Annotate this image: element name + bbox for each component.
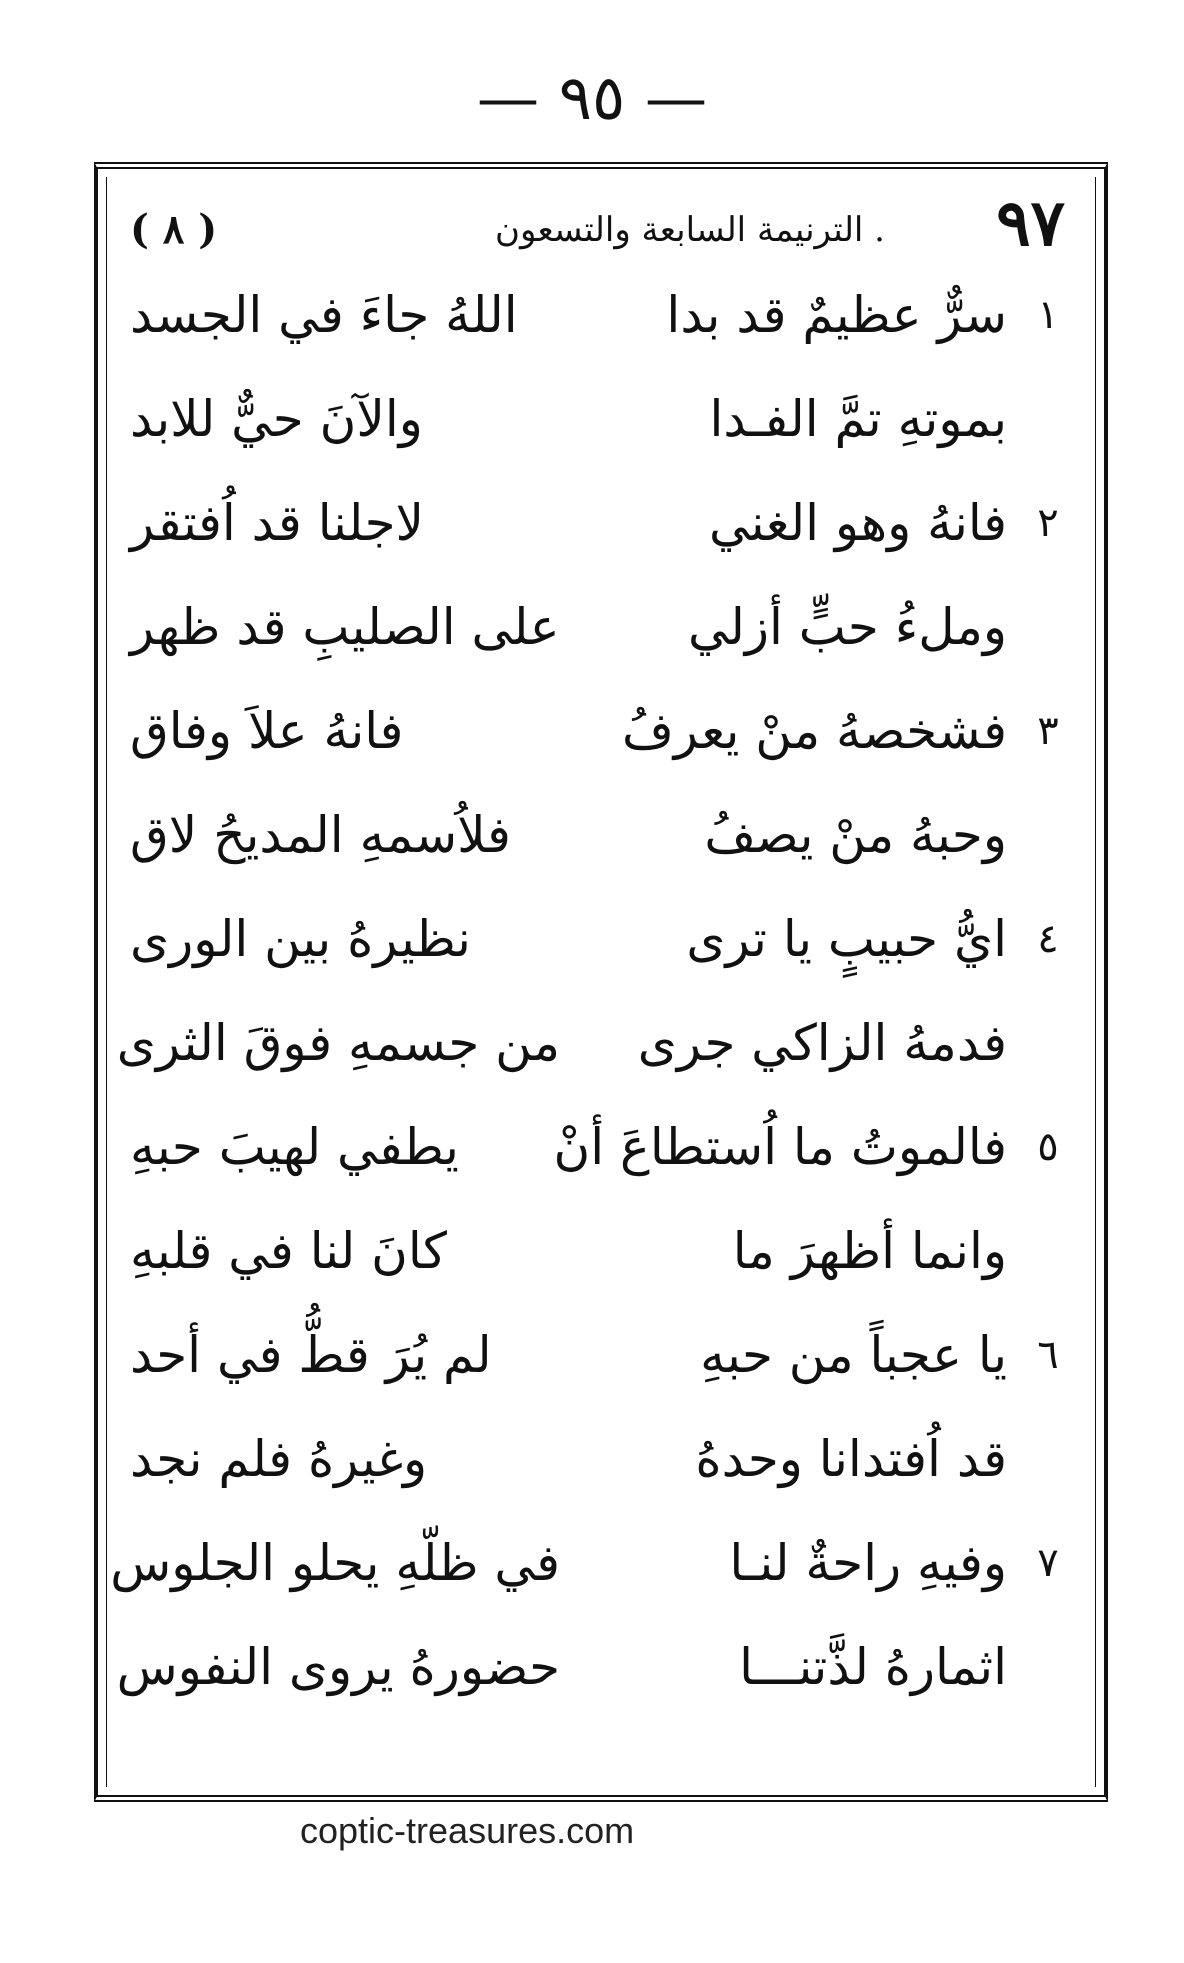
verse-number: ٧ xyxy=(1037,1540,1059,1586)
verse-first-hemistich: فانهُ وهو الغني xyxy=(709,494,1007,552)
verse-line xyxy=(130,580,1065,684)
verse-first-hemistich: وحبهُ منْ يصفُ xyxy=(704,806,1007,864)
verse-number: ٦ xyxy=(1037,1332,1059,1378)
page-number: — ٩٥ — xyxy=(476,61,708,134)
verse-second-hemistich: وغيرهُ فلم نجد xyxy=(130,1430,428,1488)
verse-second-hemistich: لاجلنا قد اُفتقر xyxy=(130,494,424,552)
verse-line xyxy=(130,1308,1065,1412)
verse-second-hemistich: كانَ لنا في قلبهِ xyxy=(130,1222,447,1280)
verse-first-hemistich: قد اُفتدانا وحدهُ xyxy=(695,1430,1007,1488)
verse-second-hemistich: على الصليبِ قد ظهر xyxy=(130,598,560,656)
verse-number: ١ xyxy=(1037,292,1059,338)
verse-first-hemistich: اثمارهُ لذَّتنـــا xyxy=(739,1638,1007,1696)
verse-first-hemistich: ايُّ حبيبٍ يا ترى xyxy=(686,910,1007,968)
verse-first-hemistich: فالموتُ ما اُستطاعَ أنْ xyxy=(553,1118,1007,1176)
verse-second-hemistich: اللهُ جاءَ في الجسد xyxy=(130,286,518,344)
verse-second-hemistich: من جسمهِ فوقَ الثرى xyxy=(116,1014,560,1072)
hymn-header xyxy=(130,186,1065,270)
verse-number: ٤ xyxy=(1037,916,1059,962)
verse-line xyxy=(116,1620,1065,1724)
verse-line xyxy=(130,892,1065,996)
verse-second-hemistich: لم يُرَ قطُّ في أحد xyxy=(130,1326,492,1384)
verse-first-hemistich: فشخصهُ منْ يعرفُ xyxy=(621,702,1007,760)
verse-second-hemistich: نظيرهُ بين الورى xyxy=(130,910,471,968)
verse-first-hemistich: بموتهِ تمَّ الفـدا xyxy=(709,390,1007,448)
hymn-title: . الترنيمة السابعة والتسعون xyxy=(494,210,885,250)
verse-second-hemistich: فلاُسمهِ المديحُ لاق xyxy=(130,806,511,864)
verse-number: ٣ xyxy=(1037,708,1059,754)
verse-first-hemistich: وفيهِ راحةٌ لنـا xyxy=(729,1534,1007,1592)
verse-line xyxy=(130,1412,1065,1516)
verse-line xyxy=(130,788,1065,892)
verse-first-hemistich: فدمهُ الزاكي جرى xyxy=(637,1014,1007,1072)
verse-line xyxy=(130,268,1065,372)
verse-first-hemistich: وملءُ حبٍّ أزلي xyxy=(687,598,1007,656)
verse-line xyxy=(130,476,1065,580)
verse-first-hemistich: يا عجباً من حبهِ xyxy=(700,1326,1007,1384)
verse-first-hemistich: وانما أظهرَ ما xyxy=(732,1222,1007,1280)
verses xyxy=(110,268,1065,1724)
source-watermark: coptic-treasures.com xyxy=(300,1810,635,1851)
verse-line xyxy=(130,1100,1065,1204)
verse-line xyxy=(110,1516,1065,1620)
verse-number: ٥ xyxy=(1037,1124,1059,1170)
verse-number: ٢ xyxy=(1037,500,1059,546)
verse-line xyxy=(130,372,1065,476)
tune-number: ( ٨ ) xyxy=(130,206,218,253)
hymn-number: ٩٧ xyxy=(996,186,1065,261)
verse-line xyxy=(130,1204,1065,1308)
verse-second-hemistich: حضورهُ يروى النفوس xyxy=(116,1638,560,1696)
verse-line xyxy=(130,684,1065,788)
verse-second-hemistich: والآنَ حيٌّ للابد xyxy=(130,390,423,448)
verse-second-hemistich: فانهُ علاَ وفاق xyxy=(130,702,404,760)
verse-second-hemistich: يطفي لهيبَ حبهِ xyxy=(130,1118,459,1176)
verse-line xyxy=(116,996,1065,1100)
verse-second-hemistich: في ظلّهِ يحلو الجلوس xyxy=(110,1534,560,1592)
verse-first-hemistich: سرٌّ عظيمٌ قد بدا xyxy=(666,286,1007,344)
